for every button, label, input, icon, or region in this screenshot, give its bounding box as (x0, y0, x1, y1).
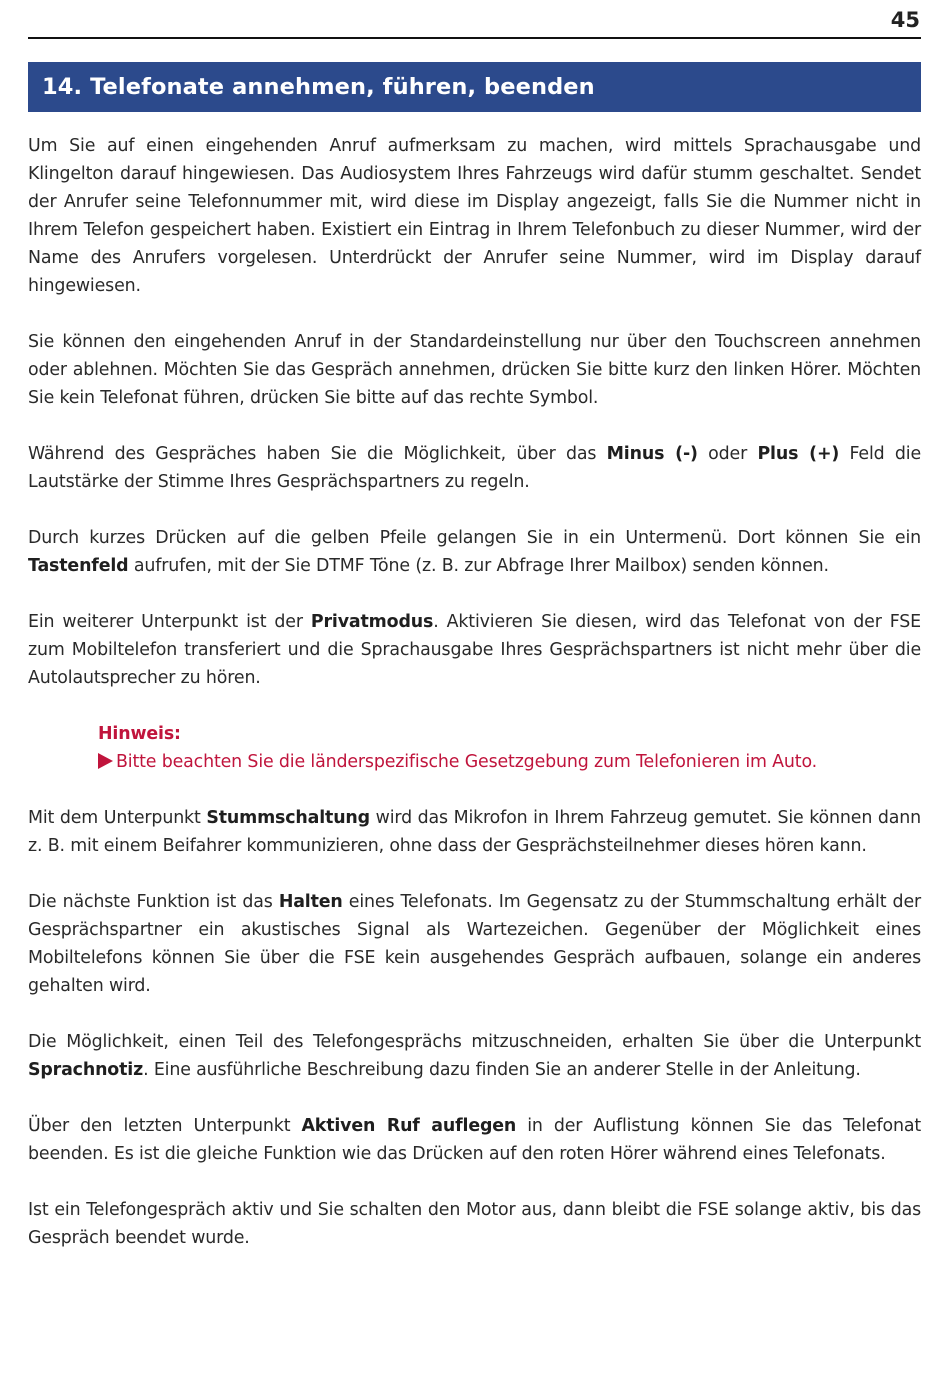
note-text: Bitte beachten Sie die länderspezifische Gesetzgebung zum Telefonieren im Auto. (116, 752, 818, 772)
header-rule (28, 37, 921, 39)
text-segment: eines Telefonats. Im Gegensatz zu der Stummschaltung erhält der Gesprächspartner ein akustisches Signal als Wartezeichen. Gegenüber der Möglichkeit eines Mobiltelefons können Sie über die FSE kein ausgehendes Gespräch aufbauen, solange ein anderes gehalten wird. (28, 892, 921, 996)
text-segment: Die Möglichkeit, einen Teil des Telefongesprächs mitzuschneiden, erhalten Sie über die Unterpunkt (28, 1032, 921, 1052)
text-segment: wird das Mikrofon in Ihrem Fahrzeug gemutet. Sie können dann z. B. mit einem Beifahrer kommunizieren, ohne dass der Gesprächsteilnehmer dieses hören kann. (28, 808, 921, 856)
text-segment: Mit dem Unterpunkt (28, 808, 207, 828)
paragraph-keypad (28, 524, 921, 580)
paragraph-hang-up (28, 1112, 921, 1168)
paragraph-volume (28, 440, 921, 496)
paragraph-engine-off: Ist ein Telefongespräch aktiv und Sie schalten den Motor aus, dann bleibt die FSE solange aktiv, bis das Gespräch beendet wurde. (28, 1200, 921, 1248)
text-segment: oder (697, 444, 758, 464)
paragraph-privacy-mode (28, 608, 921, 692)
text-segment: Die nächste Funktion ist das (28, 892, 279, 912)
term-sprachnotiz: Sprachnotiz (28, 1060, 144, 1080)
term-stummschaltung: Stummschaltung (206, 808, 370, 828)
note-title: Hinweis: (98, 724, 181, 744)
section-title: 14. Telefonate annehmen, führen, beenden (42, 74, 595, 100)
paragraph-accept-reject: Sie können den eingehenden Anruf in der Standardeinstellung nur über den Touchscreen annehmen oder ablehnen. Möchten Sie das Gespräch annehmen, drücken Sie bitte kurz den linken Hörer. Möchten Sie kein Telefonat führen, drücken Sie bitte auf das rechte Symbol. (28, 332, 921, 408)
arrow-right-icon (98, 753, 113, 769)
text-segment: . Eine ausführliche Beschreibung dazu finden Sie an anderer Stelle in der Anleitung. (143, 1060, 861, 1080)
term-plus: Plus (+) (757, 444, 840, 464)
paragraph-voice-note (28, 1028, 921, 1084)
text-segment: Ein weiterer Unterpunkt ist der (28, 612, 311, 632)
paragraph-incoming-call: Um Sie auf einen eingehenden Anruf aufmerksam zu machen, wird mittels Sprachausgabe und Klingelton darauf hingewiesen. Das Audiosystem Ihres Fahrzeugs wird dafür stumm geschaltet. Sendet der Anrufer seine Telefonnummer mit, wird diese im Display angezeigt, falls Sie die Nummer nicht in Ihrem Telefon gespeichert haben. Existiert ein Eintrag in Ihrem Telefonbuch zu dieser Nummer, wird der Name des Anrufers vorgelesen. Unterdrückt der Anrufer seine Nummer, wird im Display darauf hingewiesen. (28, 136, 921, 296)
note-line (98, 748, 921, 776)
term-halten: Halten (278, 892, 343, 912)
note-box (28, 720, 921, 776)
paragraph-hold (28, 888, 921, 1000)
text-segment: Über den letzten Unterpunkt (28, 1116, 302, 1136)
term-privatmodus: Privatmodus (310, 612, 434, 632)
text-segment: Während des Gespräches haben Sie die Möglichkeit, über das (28, 444, 607, 464)
text-segment: Feld die Lautstärke der Stimme Ihres Gesprächspartners zu regeln. (28, 444, 922, 492)
text-segment: Durch kurzes Drücken auf die gelben Pfeile gelangen Sie in ein Untermenü. Dort können Sie ein (28, 528, 921, 548)
page-number: 45 (890, 8, 920, 32)
term-aktiven-ruf-auflegen: Aktiven Ruf auflegen (301, 1116, 517, 1136)
section-banner (28, 62, 921, 112)
text-segment: . Aktivieren Sie diesen, wird das Telefonat von der FSE zum Mobiltelefon transferiert und die Sprachausgabe Ihres Gesprächspartners ist nicht mehr über die Autolautsprecher zu hören. (28, 612, 922, 688)
body-text (28, 132, 921, 1252)
paragraph-mute (28, 804, 921, 860)
term-minus: Minus (-) (606, 444, 698, 464)
text-segment: in der Auflistung können Sie das Telefonat beenden. Es ist die gleiche Funktion wie das Drücken auf den roten Hörer während eines Telefonats. (28, 1116, 921, 1164)
term-tastenfeld: Tastenfeld (28, 556, 129, 576)
text-segment: aufrufen, mit der Sie DTMF Töne (z. B. zur Abfrage Ihrer Mailbox) senden können. (128, 556, 829, 576)
